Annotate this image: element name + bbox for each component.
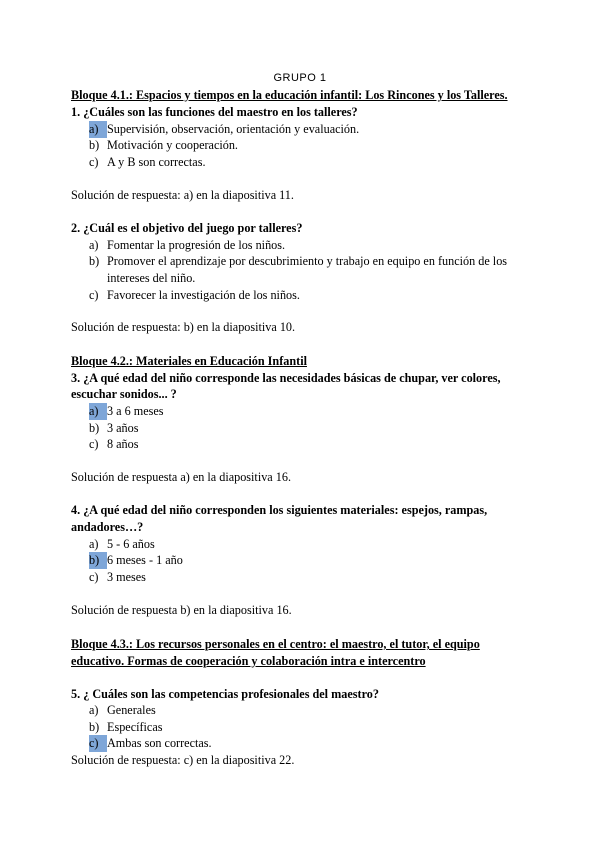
option-text: 8 años <box>107 437 139 451</box>
option-text: Fomentar la progresión de los niños. <box>107 238 286 252</box>
option <box>89 569 146 586</box>
option-letter: a) <box>89 537 99 551</box>
option <box>89 536 155 553</box>
solution-text: Solución de respuesta: b) en la diapositiva 10. <box>71 320 296 334</box>
option-letter: c) <box>89 155 99 169</box>
option-text: 3 meses <box>107 570 146 584</box>
question-2: 2. ¿Cuál es el objetivo del juego por talleres? <box>71 221 303 235</box>
option-text: 3 años <box>107 421 139 435</box>
option <box>89 237 285 254</box>
option-letter-highlighted: b) <box>89 552 107 569</box>
question-1: 1. ¿Cuáles son las funciones del maestro en los talleres? <box>71 105 358 119</box>
option-letter-highlighted: a) <box>89 121 107 138</box>
option-letter-highlighted: c) <box>89 735 107 752</box>
option-letter: a) <box>89 703 99 717</box>
option-letter: c) <box>89 437 99 451</box>
option-letter: c) <box>89 288 99 302</box>
option-text: Específicas <box>107 720 163 734</box>
option <box>89 154 206 171</box>
option-text-line-2: intereses del niño. <box>107 271 196 285</box>
option-text: Supervisión, observación, orientación y evaluación. <box>107 122 360 136</box>
question-4-line-1: 4. ¿A qué edad del niño corresponden los siguientes materiales: espejos, rampas, <box>71 503 488 517</box>
option-letter: b) <box>89 720 100 734</box>
solution-text: Solución de respuesta b) en la diapositiva 16. <box>71 603 292 617</box>
block-title-line-1: Bloque 4.3.: Los recursos personales en el centro: el maestro, el tutor, el equipo <box>71 637 480 651</box>
option-text: Motivación y cooperación. <box>107 138 238 152</box>
option <box>89 702 156 719</box>
option <box>89 420 138 437</box>
block-title: Bloque 4.2.: Materiales en Educación Infantil <box>71 354 307 368</box>
option-text: 6 meses - 1 año <box>107 553 183 567</box>
option-text: A y B son correctas. <box>107 155 206 169</box>
option-text: 5 - 6 años <box>107 537 155 551</box>
option-letter: b) <box>89 138 100 152</box>
option <box>89 403 164 420</box>
option-text: Ambas son correctas. <box>107 736 212 750</box>
question-4-line-2: andadores…? <box>71 520 144 534</box>
option <box>89 735 212 752</box>
option-letter: b) <box>89 254 100 268</box>
group-title: GRUPO 1 <box>273 72 327 84</box>
option <box>89 253 507 270</box>
option-letter: b) <box>89 421 100 435</box>
option <box>89 719 163 736</box>
block-title-line-2: educativo. Formas de cooperación y colaboración intra e intercentro <box>71 654 426 668</box>
option-text-line-1: Promover el aprendizaje por descubrimiento y trabajo en equipo en función de los <box>107 254 508 268</box>
solution-text: Solución de respuesta: a) en la diapositiva 11. <box>71 188 294 202</box>
solution-text: Solución de respuesta: c) en la diapositiva 22. <box>71 753 295 767</box>
question-3-line-1: 3. ¿A qué edad del niño corresponde las necesidades básicas de chupar, ver colores, <box>71 371 501 385</box>
question-5: 5. ¿ Cuáles son las competencias profesionales del maestro? <box>71 687 379 701</box>
option-letter: c) <box>89 570 99 584</box>
option <box>89 436 138 453</box>
option <box>89 287 300 304</box>
option-text: Favorecer la investigación de los niños. <box>107 288 300 302</box>
question-3-line-2: escuchar sonidos... ? <box>71 387 177 401</box>
block-title: Bloque 4.1.: Espacios y tiempos en la educación infantil: Los Rincones y los Talleres. <box>71 88 508 102</box>
option-text: Generales <box>107 703 156 717</box>
option <box>89 137 238 154</box>
option <box>89 121 359 138</box>
solution-text: Solución de respuesta a) en la diapositiva 16. <box>71 470 291 484</box>
option-text: 3 a 6 meses <box>107 404 164 418</box>
option-letter-highlighted: a) <box>89 403 107 420</box>
option-letter: a) <box>89 238 99 252</box>
option <box>89 552 183 569</box>
